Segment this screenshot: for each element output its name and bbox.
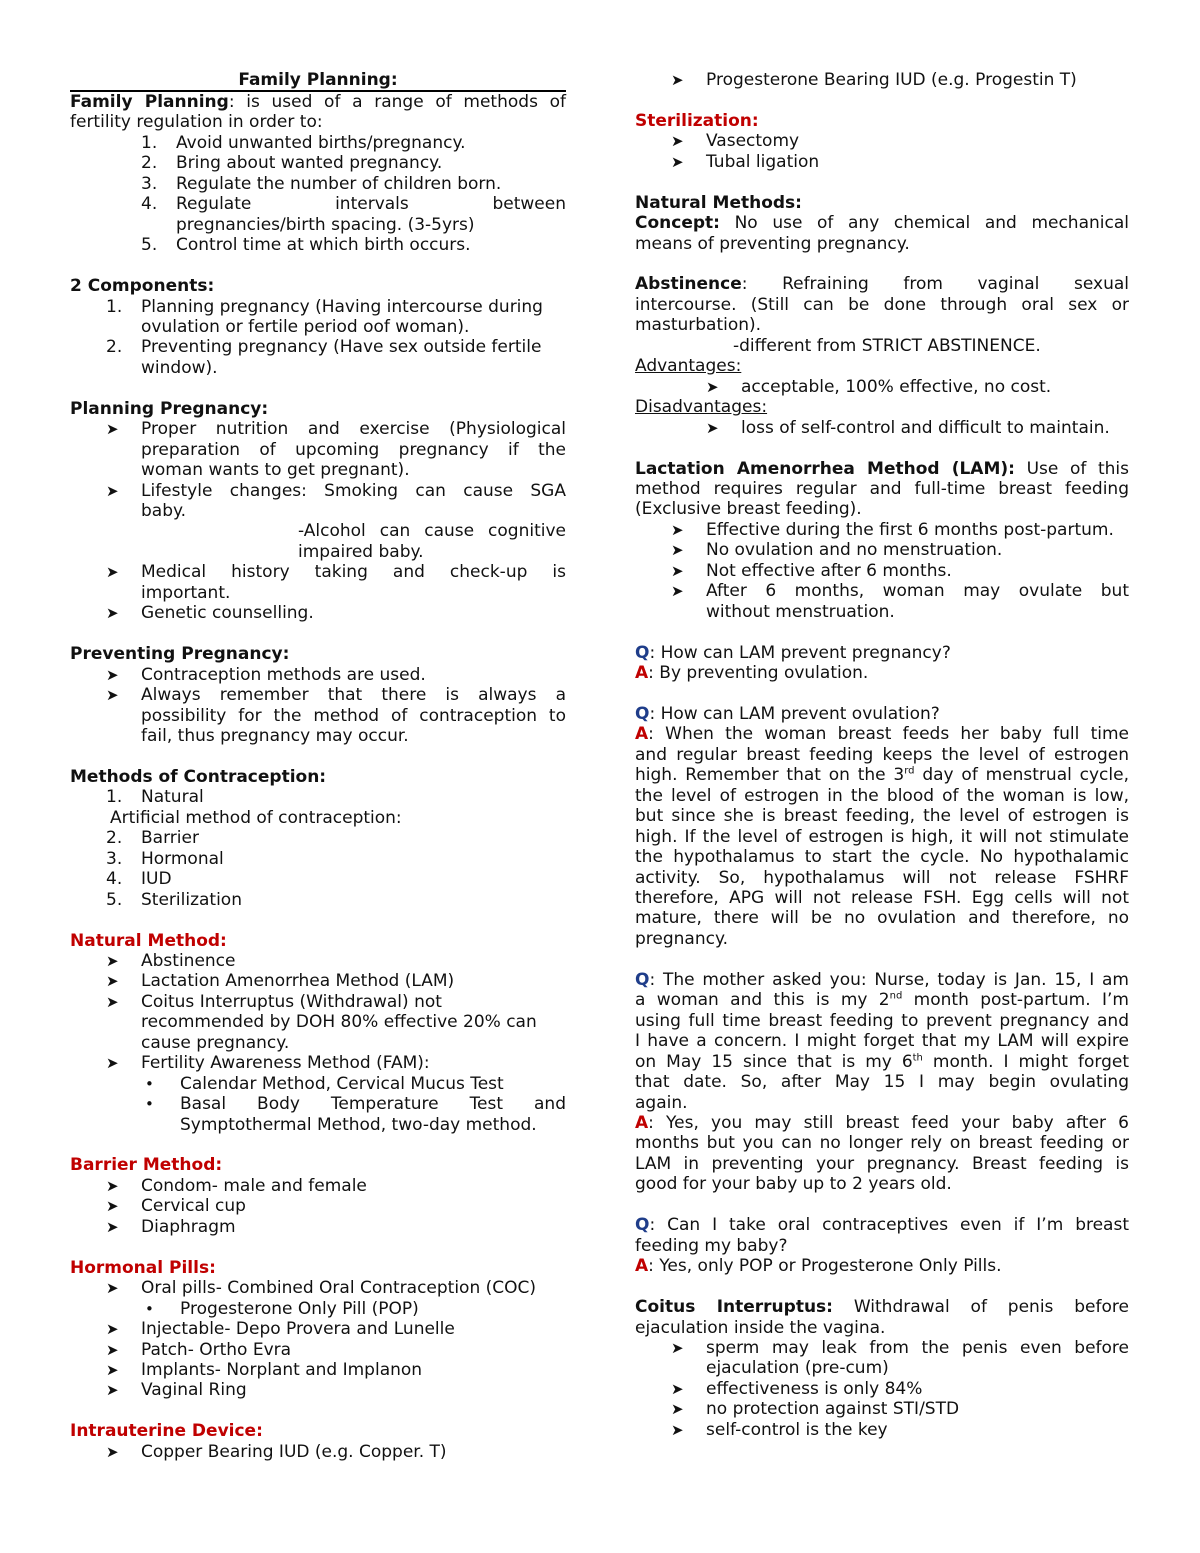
list-item: 3. Hormonal: [106, 848, 224, 869]
qa-question-cont: on May 15 since that is my 6th month. I might forget: [635, 1051, 1129, 1072]
arrow-icon: ➤: [106, 1217, 119, 1236]
list-item: ➤ Not effective after 6 months.: [671, 560, 952, 581]
section-heading: Methods of Contraception:: [70, 766, 327, 787]
arrow-icon: ➤: [106, 604, 119, 623]
abstinence-note: -different from STRICT ABSTINENCE.: [733, 335, 1041, 356]
qa-answer-cont: good for your baby up to 2 years old.: [635, 1174, 952, 1195]
list-item: 4. IUD: [106, 869, 172, 890]
qa-question-cont: feeding my baby?: [635, 1235, 788, 1256]
arrow-icon: ➤: [671, 561, 684, 580]
arrow-icon: ➤: [106, 665, 119, 684]
page-title: Family Planning:: [70, 70, 566, 92]
arrow-icon: ➤: [106, 563, 119, 582]
section-heading: Preventing Pregnancy:: [70, 644, 290, 665]
qa-answer: A: Yes, only POP or Progesterone Only Pills.: [635, 1256, 1002, 1277]
list-item: 5. Sterilization: [106, 889, 242, 910]
list-item: ➤ Lactation Amenorrhea Method (LAM): [106, 971, 455, 992]
qa-answer-cont: activity. So, hypothalamus will not release FSHRF: [635, 867, 1129, 888]
qa-answer: A: By preventing ovulation.: [635, 663, 869, 684]
list-item: ➤ Cervical cup: [106, 1196, 246, 1217]
list-item: ➤ After 6 months, woman may ovulate but without menstruation.: [671, 581, 1129, 622]
section-heading: 2 Components:: [70, 276, 215, 297]
arrow-icon: ➤: [106, 1320, 119, 1339]
left-column: [70, 70, 566, 1462]
qa-question: Q: How can LAM prevent ovulation?: [635, 703, 940, 724]
arrow-icon: ➤: [671, 1400, 684, 1419]
list-item: ➤ Medical history taking and check-up is important.: [106, 562, 566, 603]
qa-question: Q: The mother asked you: Nurse, today is Jan. 15, I am: [635, 969, 1129, 990]
section-heading: Intrauterine Device:: [70, 1421, 263, 1442]
list-item: ➤ Vaginal Ring: [106, 1380, 247, 1401]
list-item: ➤ Lifestyle changes: Smoking can cause SGA baby.: [106, 480, 566, 522]
list-item: 2. Barrier: [106, 828, 199, 849]
sub-list-item: • Basal Body Temperature Test and Symptothermal Method, two-day method.: [70, 1094, 566, 1135]
section-heading: Hormonal Pills:: [70, 1257, 216, 1278]
section-heading: Natural Method:: [70, 930, 227, 951]
sub-list-item: • Calendar Method, Cervical Mucus Test: [70, 1074, 566, 1094]
qa-question: Q: Can I take oral contraceptives even if I’m breast: [635, 1215, 1129, 1236]
ci-paragraph-cont: ejaculation inside the vagina.: [635, 1317, 886, 1338]
qa-answer-cont: pregnancy.: [635, 928, 729, 949]
advantages-label: Advantages:: [635, 356, 742, 377]
list-item: ➤ Diaphragm: [106, 1216, 236, 1237]
list-item: 1. Planning pregnancy (Having intercourse during ovulation or fertile period oof woman).: [106, 296, 543, 337]
arrow-icon: ➤: [106, 481, 119, 500]
arrow-icon: ➤: [671, 152, 684, 171]
abstinence-paragraph-cont: intercourse. (Still can be done through oral sex or: [635, 294, 1129, 315]
list-item: ➤ Progesterone Bearing IUD (e.g. Progestin T): [671, 70, 1077, 90]
arrow-icon: ➤: [106, 1197, 119, 1216]
qa-answer-cont: therefore, APG will not release FSH. Egg cells will not: [635, 888, 1129, 909]
arrow-icon: ➤: [106, 1442, 119, 1461]
qa-answer-cont: mature, there will be no ovulation and therefore, no: [635, 908, 1129, 929]
qa-answer-cont: high. If the level of estrogen is high, it will not stimulate: [635, 826, 1129, 847]
arrow-icon: ➤: [106, 1360, 119, 1379]
list-item: ➤ acceptable, 100% effective, no cost.: [706, 376, 1052, 397]
arrow-icon: ➤: [106, 420, 119, 439]
bullet-icon: •: [145, 1299, 154, 1318]
qa-question-cont: that date. So, after May 15 I may begin ovulating: [635, 1072, 1129, 1093]
bullet-icon: •: [145, 1074, 154, 1093]
qa-answer-cont: the level of estrogen in the blood of the woman is low,: [635, 785, 1129, 806]
list-item: ➤ Oral pills- Combined Oral Contraception (COC): [106, 1278, 537, 1299]
list-item: ➤ sperm may leak from the penis even before ejaculation (pre-cum): [671, 1337, 1129, 1379]
arrow-icon: ➤: [106, 1340, 119, 1359]
list-item: 2. Preventing pregnancy (Have sex outside fertile window).: [106, 337, 542, 378]
lam-paragraph-cont: (Exclusive breast feeding).: [635, 499, 862, 520]
list-item: ➤ no protection against STI/STD: [671, 1399, 960, 1420]
arrow-icon: ➤: [671, 1338, 684, 1357]
qa-question-cont: using full time breast feeding to prevent pregnancy and: [635, 1010, 1129, 1031]
arrow-icon: ➤: [671, 132, 684, 151]
arrow-icon: ➤: [106, 951, 119, 970]
list-item: ➤ No ovulation and no menstruation.: [671, 540, 1003, 561]
arrow-icon: ➤: [671, 71, 684, 89]
arrow-icon: ➤: [671, 582, 684, 601]
list-item: ➤ Contraception methods are used.: [106, 664, 426, 685]
concept-paragraph-cont: means of preventing pregnancy.: [635, 233, 910, 254]
arrow-icon: ➤: [106, 992, 119, 1011]
qa-answer-cont: LAM in preventing your pregnancy. Breast feeding is: [635, 1153, 1129, 1174]
qa-question: Q: How can LAM prevent pregnancy?: [635, 642, 951, 663]
qa-question-cont: I have a concern. I might forget that my LAM will expire: [635, 1031, 1129, 1052]
list-item: 3. Regulate the number of children born.: [141, 173, 502, 194]
qa-question-cont: a woman and this is my 2nd month post-partum. I’m: [635, 990, 1129, 1011]
arrow-icon: ➤: [106, 1176, 119, 1195]
arrow-icon: ➤: [671, 1379, 684, 1398]
arrow-icon: ➤: [106, 1054, 119, 1073]
methods-artificial-label: Artificial method of contraception:: [110, 807, 402, 828]
list-item: ➤ Abstinence: [106, 950, 236, 971]
list-item: ➤ loss of self-control and difficult to maintain.: [706, 417, 1110, 438]
qa-answer: A: Yes, you may still breast feed your baby after 6: [635, 1113, 1129, 1133]
section-heading: Barrier Method:: [70, 1155, 223, 1176]
list-item-note: -Alcohol can cause cognitive impaired baby.: [298, 521, 566, 562]
abstinence-paragraph: Abstinence: Refraining from vaginal sexual: [635, 274, 1129, 295]
arrow-icon: ➤: [106, 1381, 119, 1400]
qa-answer-cont: and regular breast feeding keeps the level of estrogen: [635, 744, 1129, 765]
list-item: ➤ Always remember that there is always a possibility for the method of contraception to fail, thus pregnancy may occur.: [106, 685, 566, 746]
ci-paragraph: Coitus Interruptus: Withdrawal of penis before: [635, 1297, 1129, 1318]
bullet-icon: •: [145, 1095, 154, 1114]
list-item: ➤ Coitus Interruptus (Withdrawal) not recommended by DOH 80% effective 20% can cause pregnancy.: [106, 991, 537, 1053]
arrow-icon: ➤: [671, 520, 684, 539]
list-item: ➤ Copper Bearing IUD (e.g. Copper. T): [106, 1441, 447, 1462]
lam-paragraph: Lactation Amenorrhea Method (LAM): Use of this: [635, 458, 1129, 479]
qa-answer: A: When the woman breast feeds her baby full time: [635, 724, 1129, 745]
list-item: ➤ Implants- Norplant and Implanon: [106, 1359, 423, 1380]
section-heading: Sterilization:: [635, 110, 759, 131]
right-column: [635, 70, 1129, 1440]
qa-answer-cont: high. Remember that on the 3rd day of menstrual cycle,: [635, 765, 1129, 786]
list-item-cont: pregnancies/birth spacing. (3-5yrs): [176, 214, 475, 235]
list-item: ➤ Genetic counselling.: [106, 603, 314, 624]
arrow-icon: ➤: [106, 686, 119, 705]
concept-paragraph: Concept: No use of any chemical and mechanical: [635, 213, 1129, 234]
qa-answer-cont: the hypothalamus to start the cycle. No hypothalamic: [635, 847, 1129, 868]
arrow-icon: ➤: [106, 1279, 119, 1298]
list-item: ➤ Tubal ligation: [671, 151, 820, 172]
list-item: ➤ Condom- male and female: [106, 1175, 367, 1196]
arrow-icon: ➤: [706, 377, 719, 396]
sub-list-item: • Progesterone Only Pill (POP): [70, 1299, 566, 1319]
arrow-icon: ➤: [706, 418, 719, 437]
arrow-icon: ➤: [671, 1420, 684, 1439]
fp-definition-cont: fertility regulation in order to:: [70, 112, 323, 133]
list-item: ➤ self-control is the key: [671, 1419, 888, 1440]
arrow-icon: ➤: [106, 972, 119, 991]
section-heading: Planning Pregnancy:: [70, 398, 269, 419]
list-item: 5. Control time at which birth occurs.: [141, 235, 471, 256]
section-heading: Natural Methods:: [635, 192, 802, 213]
fp-definition: Family Planning: is used of a range of methods of: [70, 92, 566, 112]
list-item: ➤ Proper nutrition and exercise (Physiological preparation of upcoming pregnancy if the woman wants to get pregnant).: [106, 419, 566, 481]
list-item: 1. Avoid unwanted births/pregnancy.: [141, 132, 466, 153]
list-item: ➤ Fertility Awareness Method (FAM):: [106, 1053, 430, 1074]
qa-question-cont: again.: [635, 1092, 688, 1113]
list-item: 2. Bring about wanted pregnancy.: [141, 153, 443, 174]
qa-answer-cont: but since she is breast feeding, the level of estrogen is: [635, 806, 1129, 827]
arrow-icon: ➤: [671, 541, 684, 560]
list-item: ➤ Effective during the first 6 months post-partum.: [671, 519, 1114, 540]
list-item: 4. Regulate intervals between: [141, 194, 566, 215]
abstinence-paragraph-cont: masturbation).: [635, 315, 762, 336]
lam-paragraph-cont: method requires regular and full-time breast feeding: [635, 479, 1129, 499]
list-item: ➤ Vasectomy: [671, 131, 800, 152]
qa-answer-cont: months but you can no longer rely on breast feeding or: [635, 1133, 1129, 1154]
list-item: 1. Natural: [106, 787, 204, 808]
disadvantages-label: Disadvantages:: [635, 397, 768, 418]
list-item: ➤ effectiveness is only 84%: [671, 1378, 923, 1399]
list-item: ➤ Injectable- Depo Provera and Lunelle: [106, 1319, 455, 1340]
list-item: ➤ Patch- Ortho Evra: [106, 1339, 292, 1360]
